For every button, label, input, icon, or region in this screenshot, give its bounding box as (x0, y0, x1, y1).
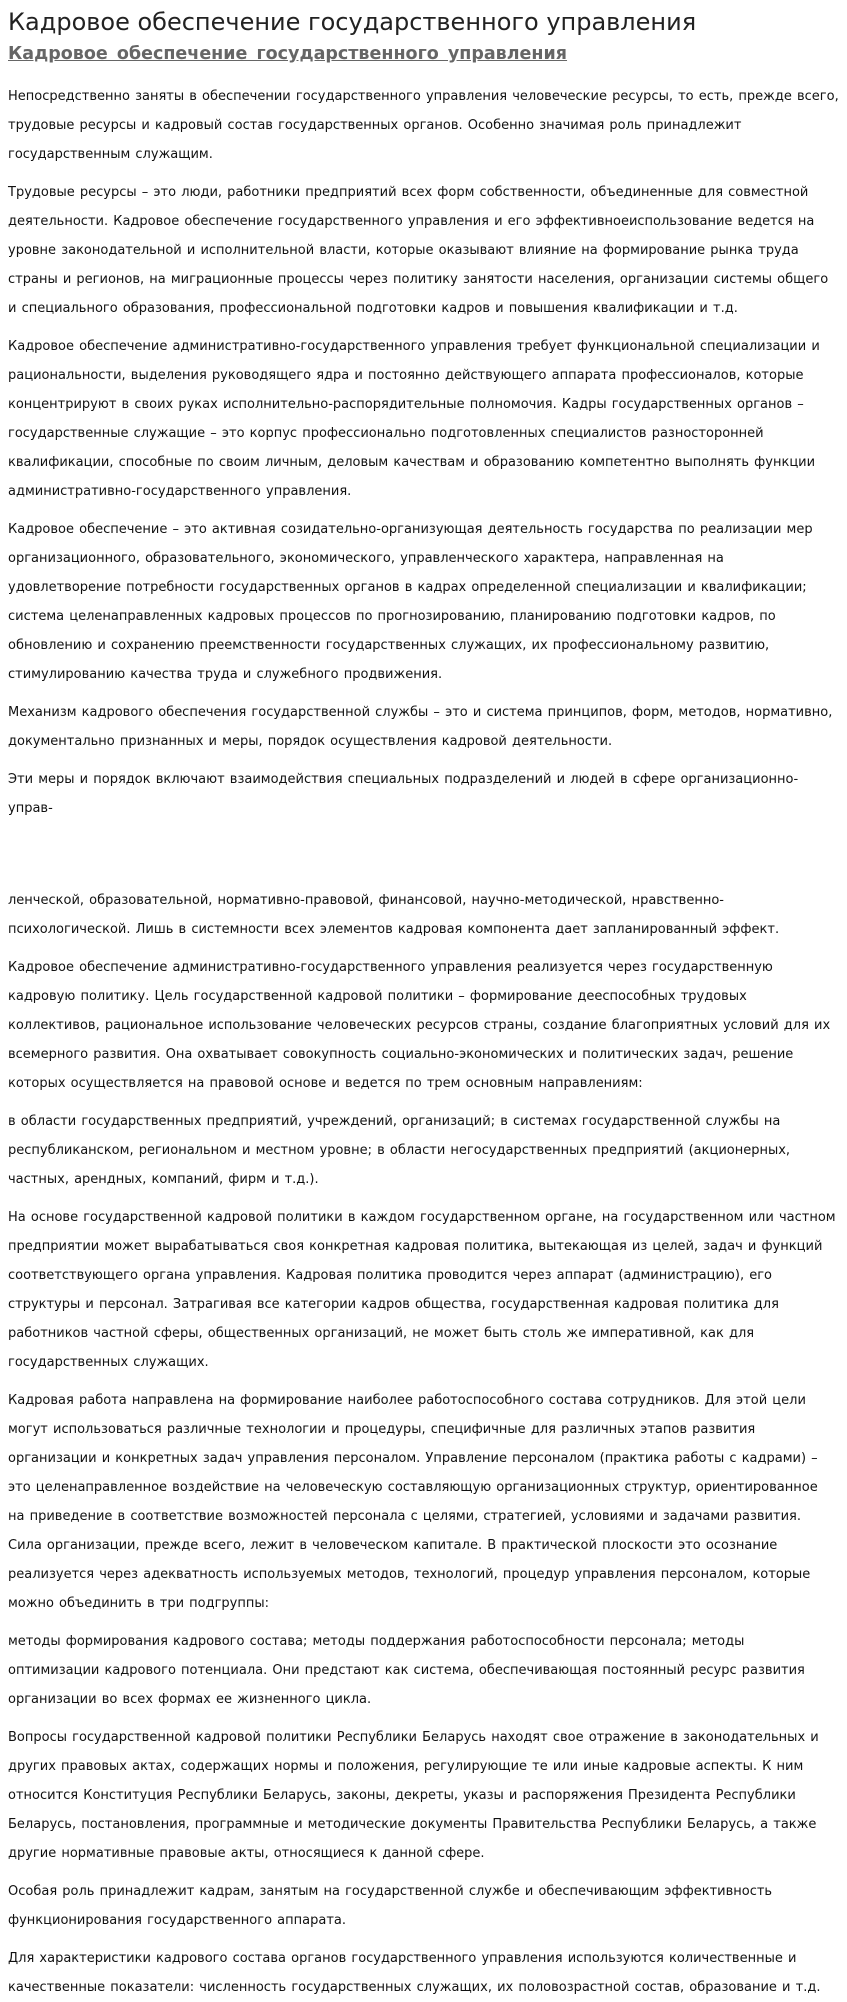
paragraph: Эти меры и порядок включают взаимодействия специальных подразделений и людей в сфере организационно-управ- (8, 772, 799, 816)
paragraph: Кадровая работа направлена на формирование наиболее работоспособного состава сотрудников. Для этой цели могут использоваться различные технологии и процедуры, специфичные для различных этапов развития организации и конкретных задач управления персоналом. Управление персоналом (практика работы с кадрами) – это целенаправленное воздействие на человеческую составляющую организационных структур, ориентированное на приведение в соответствие возможностей персонала с целями, стратегией, условиями и задачами развития. Сила организации, прежде всего, лежит в человеческом капитале. В практической плоскости это осознание реализуется через адекватность используемых методов, технологий, процедур управления персоналом, которые можно объединить в три подгруппы: (8, 1393, 818, 1611)
page-break-gap (8, 832, 839, 886)
paragraph: Непосредственно заняты в обеспечении государственного управления человеческие ресурсы, то есть, прежде всего, трудовые ресурсы и кадровый состав государственных органов. Особенно значимая роль принадлежит государственным служащим. (8, 89, 839, 162)
page-title: Кадровое обеспечение государственного управления (8, 8, 697, 36)
paragraph: методы формирования кадрового состава; методы поддержания работоспособности персонала; методы оптимизации кадрового потенциала. Они предстают как система, обеспечивающая постоянный ресурс развития организации во всех формах ее жизненного цикла. (8, 1634, 805, 1707)
paragraph: Кадровое обеспечение административно-государственного управления требует функциональной специализации и рациональности, выделения руководящего ядра и постоянно действующего аппарата профессионалов, которые концентрируют в своих руках исполнительно-распорядительные полномочия. Кадры государственных органов – государственные служащие – это корпус профессионально подготовленных специалистов разносторонней квалификации, способные по своим личным, деловым качествам и образованию компетентно выполнять функции административно-государственного управления. (8, 339, 820, 499)
paragraph: Кадровое обеспечение административно-государственного управления реализуется через государственную кадровую политику. Цель государственной кадровой политики – формирование дееспособных трудовых коллективов, рациональное использование человеческих ресурсов страны, создание благоприятных условий для их всемерного развития. Она охватывает совокупность социально-экономических и политических задач, решение которых осуществляется на правовой основе и ведется по трем основным направлениям: (8, 960, 831, 1091)
paragraph: Для характеристики кадрового состава органов государственного управления используются количественные и качественные показатели: численность государственных служащих, их половозрастной состав, образование и т.д. (8, 1951, 821, 1995)
paragraph: На основе государственной кадровой политики в каждом государственном органе, на государственном или частном предприятии может вырабатываться своя конкретная кадровая политика, вытекающая из целей, задач и функций соответствующего органа управления. Кадровая политика проводится через аппарат (администрацию), его структуры и персонал. Затрагивая все категории кадров общества, государственная кадровая политика для работников частной сферы, общественных организаций, не может быть столь же императивной, как для государственных служащих. (8, 1210, 836, 1370)
paragraph: Особая роль принадлежит кадрам, занятым на государственной службе и обеспечивающим эффективность функционирования государственного аппарата. (8, 1884, 773, 1928)
article-body-top (8, 82, 839, 823)
article-subtitle: Кадровое обеспечение государственного управления (8, 44, 568, 64)
paragraph: Кадровое обеспечение – это активная созидательно-организующая деятельность государства по реализации мер организационного, образовательного, экономического, управленческого характера, направленная на удовлетворение потребности государственных органов в кадрах определенной специализации и квалификации; система целенаправленных кадровых процессов по прогнозированию, планированию подготовки кадров, по обновлению и сохранению преемственности государственных служащих, их профессиональному развитию, стимулированию качества труда и служебного продвижения. (8, 522, 813, 682)
paragraph: ленческой, образовательной, нормативно-правовой, финансовой, научно-методической, нравственно-психологической. Лишь в системности всех элементов кадровая компонента дает запланированный эффект. (8, 893, 780, 937)
paragraph: Вопросы государственной кадровой политики Республики Беларусь находят свое отражение в законодательных и других правовых актах, содержащих нормы и положения, регулирующие те или иные кадровые аспекты. К ним относится Конституция Республики Беларусь, законы, декреты, указы и распоряжения Президента Республики Беларусь, постановления, программные и методические документы Правительства Республики Беларусь, а также другие нормативные правовые акты, относящиеся к данной сфере. (8, 1730, 819, 1861)
paragraph: Трудовые ресурсы – это люди, работники предприятий всех форм собственности, объединенные для совместной деятельности. Кадровое обеспечение государственного управления и его эффективноеиспользование ведется на уровне законодательной и исполнительной власти, которые оказывают влияние на формирование рынка труда страны и регионов, на миграционные процессы через политику занятости населения, организации системы общего и специального образования, профессиональной подготовки кадров и повышения квалификации и т.д. (8, 185, 829, 316)
article-body-bottom (8, 886, 839, 2002)
paragraph: в области государственных предприятий, учреждений, организаций; в системах государственной службы на республиканском, региональном и местном уровне; в области негосударственных предприятий (акционерных, частных, арендных, компаний, фирм и т.д.). (8, 1114, 791, 1187)
paragraph: Механизм кадрового обеспечения государственной службы – это и система принципов, форм, методов, нормативно, документально признанных и меры, порядок осуществления кадровой деятельности. (8, 705, 833, 749)
